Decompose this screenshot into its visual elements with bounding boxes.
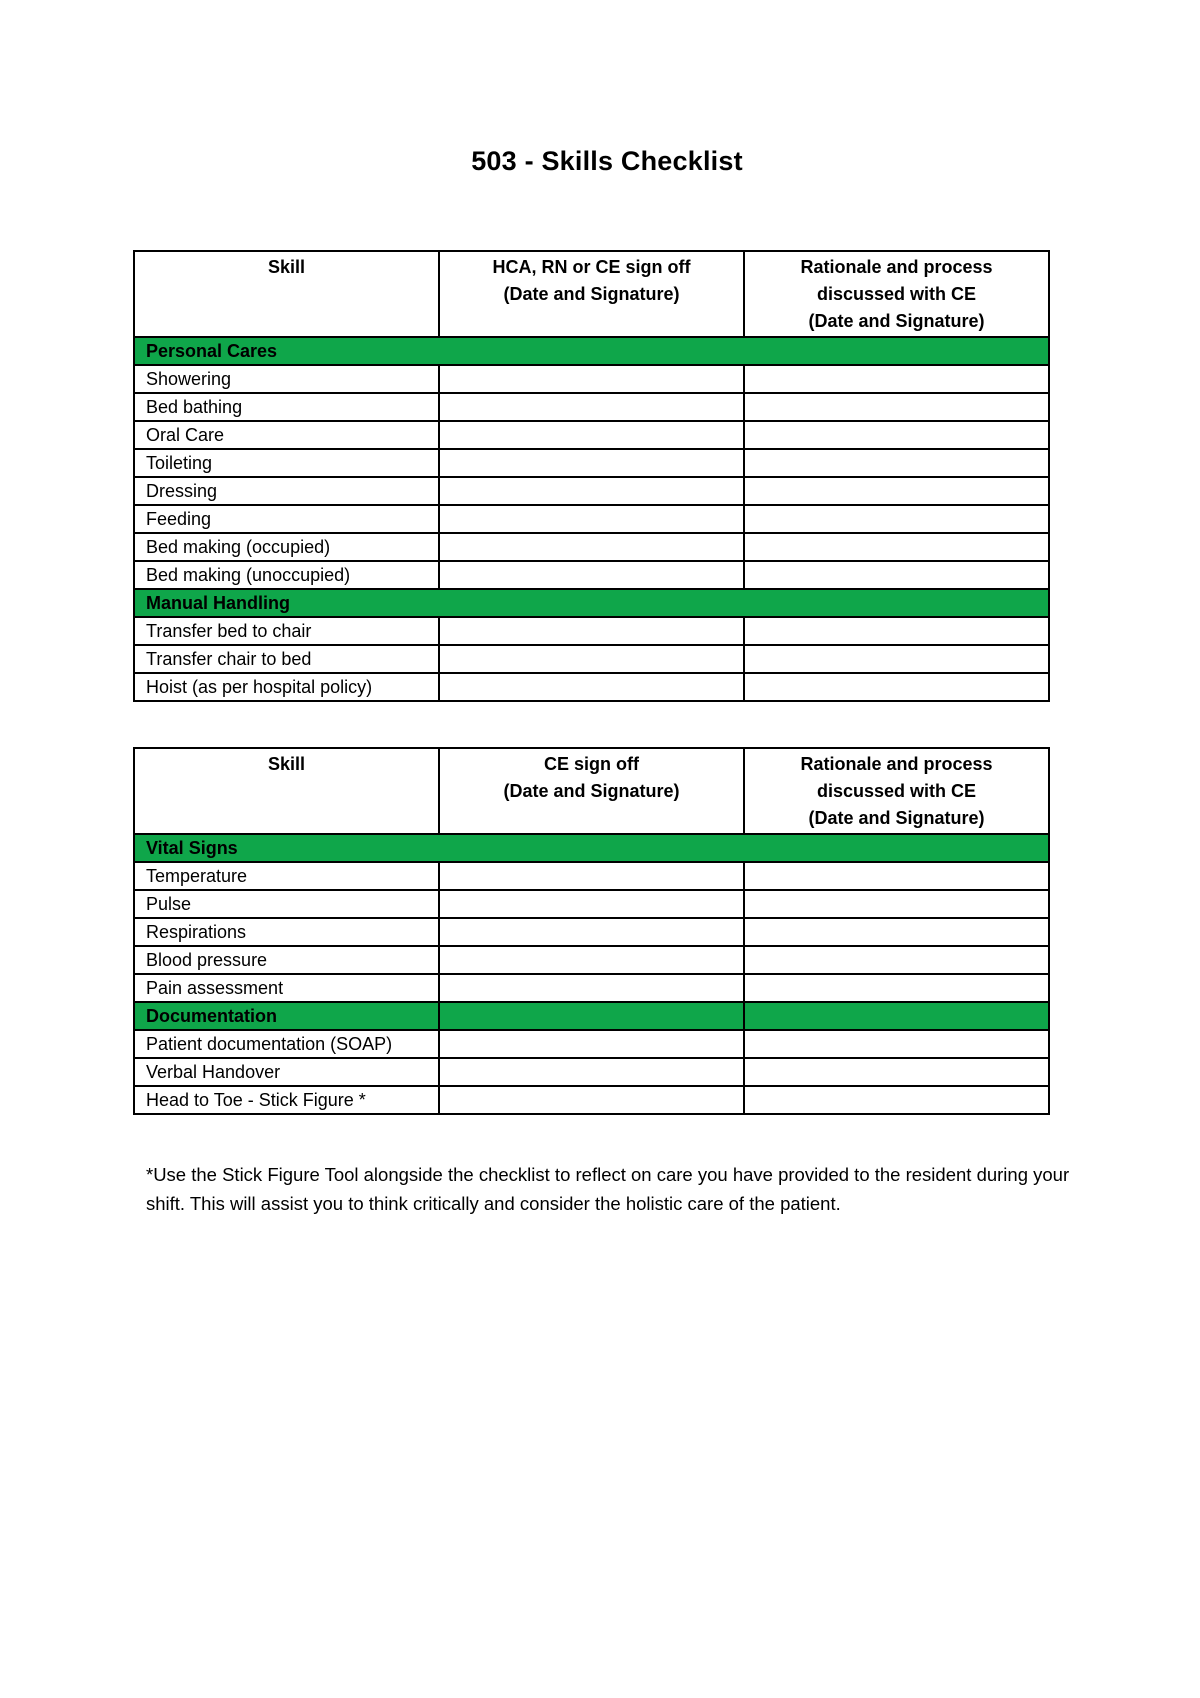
skill-label: Pulse [134, 890, 439, 918]
skill-label: Respirations [134, 918, 439, 946]
section-row-personal-cares [134, 337, 1049, 365]
skill-label: Dressing [134, 477, 439, 505]
sign-off-cell[interactable] [439, 1030, 744, 1058]
sign-off-cell[interactable] [439, 673, 744, 701]
rationale-cell[interactable] [744, 505, 1049, 533]
skill-label: Toileting [134, 449, 439, 477]
skill-label: Transfer bed to chair [134, 617, 439, 645]
section-label: Vital Signs [134, 834, 1049, 862]
table-row [134, 561, 1049, 589]
header-rationale: Rationale and process discussed with CE (Date and Signature) [744, 251, 1049, 337]
skill-label: Transfer chair to bed [134, 645, 439, 673]
skill-label: Bed making (unoccupied) [134, 561, 439, 589]
sign-off-cell[interactable] [439, 365, 744, 393]
sign-off-cell[interactable] [439, 393, 744, 421]
section-filler [744, 1002, 1049, 1030]
header-sign-off: CE sign off (Date and Signature) [439, 748, 744, 834]
table-row [134, 477, 1049, 505]
table-row [134, 365, 1049, 393]
rationale-cell[interactable] [744, 477, 1049, 505]
skill-label: Pain assessment [134, 974, 439, 1002]
sign-off-cell[interactable] [439, 946, 744, 974]
rationale-cell[interactable] [744, 862, 1049, 890]
sign-off-cell[interactable] [439, 1086, 744, 1114]
rationale-cell[interactable] [744, 533, 1049, 561]
skill-label: Temperature [134, 862, 439, 890]
header-sign-off: HCA, RN or CE sign off (Date and Signature) [439, 251, 744, 337]
table-header-row [134, 748, 1049, 834]
table-row [134, 1058, 1049, 1086]
section-row-documentation [134, 1002, 1049, 1030]
skills-table-1 [133, 250, 1050, 702]
table-row [134, 974, 1049, 1002]
sign-off-cell[interactable] [439, 421, 744, 449]
sign-off-cell[interactable] [439, 533, 744, 561]
table-row [134, 617, 1049, 645]
table-row [134, 505, 1049, 533]
rationale-cell[interactable] [744, 365, 1049, 393]
rationale-cell[interactable] [744, 1086, 1049, 1114]
sign-off-cell[interactable] [439, 645, 744, 673]
rationale-cell[interactable] [744, 561, 1049, 589]
sign-off-cell[interactable] [439, 974, 744, 1002]
table-row [134, 1086, 1049, 1114]
footnote: *Use the Stick Figure Tool alongside the checklist to reflect on care you have provided to the resident during your shift. This will assist you to think critically and consider the holistic care of the patient. [146, 1164, 1070, 1214]
sign-off-cell[interactable] [439, 1058, 744, 1086]
table-row [134, 862, 1049, 890]
skill-label: Bed making (occupied) [134, 533, 439, 561]
skill-label: Oral Care [134, 421, 439, 449]
table-row [134, 393, 1049, 421]
sign-off-cell[interactable] [439, 918, 744, 946]
rationale-cell[interactable] [744, 1030, 1049, 1058]
table-row [134, 918, 1049, 946]
skill-label: Feeding [134, 505, 439, 533]
rationale-cell[interactable] [744, 393, 1049, 421]
skill-label: Hoist (as per hospital policy) [134, 673, 439, 701]
table-row [134, 421, 1049, 449]
table-row [134, 449, 1049, 477]
sign-off-cell[interactable] [439, 477, 744, 505]
section-label: Documentation [134, 1002, 439, 1030]
sign-off-cell[interactable] [439, 449, 744, 477]
sign-off-cell[interactable] [439, 617, 744, 645]
skill-label: Bed bathing [134, 393, 439, 421]
section-label: Personal Cares [134, 337, 1049, 365]
rationale-cell[interactable] [744, 918, 1049, 946]
skills-table-2 [133, 747, 1050, 1115]
table-row [134, 890, 1049, 918]
skill-label: Blood pressure [134, 946, 439, 974]
rationale-cell[interactable] [744, 946, 1049, 974]
table-row [134, 533, 1049, 561]
header-skill: Skill [134, 748, 439, 834]
sign-off-cell[interactable] [439, 862, 744, 890]
section-row-vital-signs [134, 834, 1049, 862]
table-row [134, 673, 1049, 701]
header-rationale: Rationale and process discussed with CE (Date and Signature) [744, 748, 1049, 834]
table-row [134, 946, 1049, 974]
table-row [134, 645, 1049, 673]
section-row-manual-handling [134, 589, 1049, 617]
table-header-row [134, 251, 1049, 337]
skill-label: Head to Toe - Stick Figure * [134, 1086, 439, 1114]
rationale-cell[interactable] [744, 890, 1049, 918]
table-row [134, 1030, 1049, 1058]
rationale-cell[interactable] [744, 449, 1049, 477]
section-label: Manual Handling [134, 589, 1049, 617]
skill-label: Patient documentation (SOAP) [134, 1030, 439, 1058]
rationale-cell[interactable] [744, 673, 1049, 701]
section-filler [439, 1002, 744, 1030]
sign-off-cell[interactable] [439, 561, 744, 589]
sign-off-cell[interactable] [439, 890, 744, 918]
header-skill: Skill [134, 251, 439, 337]
rationale-cell[interactable] [744, 645, 1049, 673]
rationale-cell[interactable] [744, 1058, 1049, 1086]
sign-off-cell[interactable] [439, 505, 744, 533]
skill-label: Showering [134, 365, 439, 393]
page-title: 503 - Skills Checklist [471, 146, 743, 176]
rationale-cell[interactable] [744, 617, 1049, 645]
rationale-cell[interactable] [744, 974, 1049, 1002]
rationale-cell[interactable] [744, 421, 1049, 449]
skill-label: Verbal Handover [134, 1058, 439, 1086]
